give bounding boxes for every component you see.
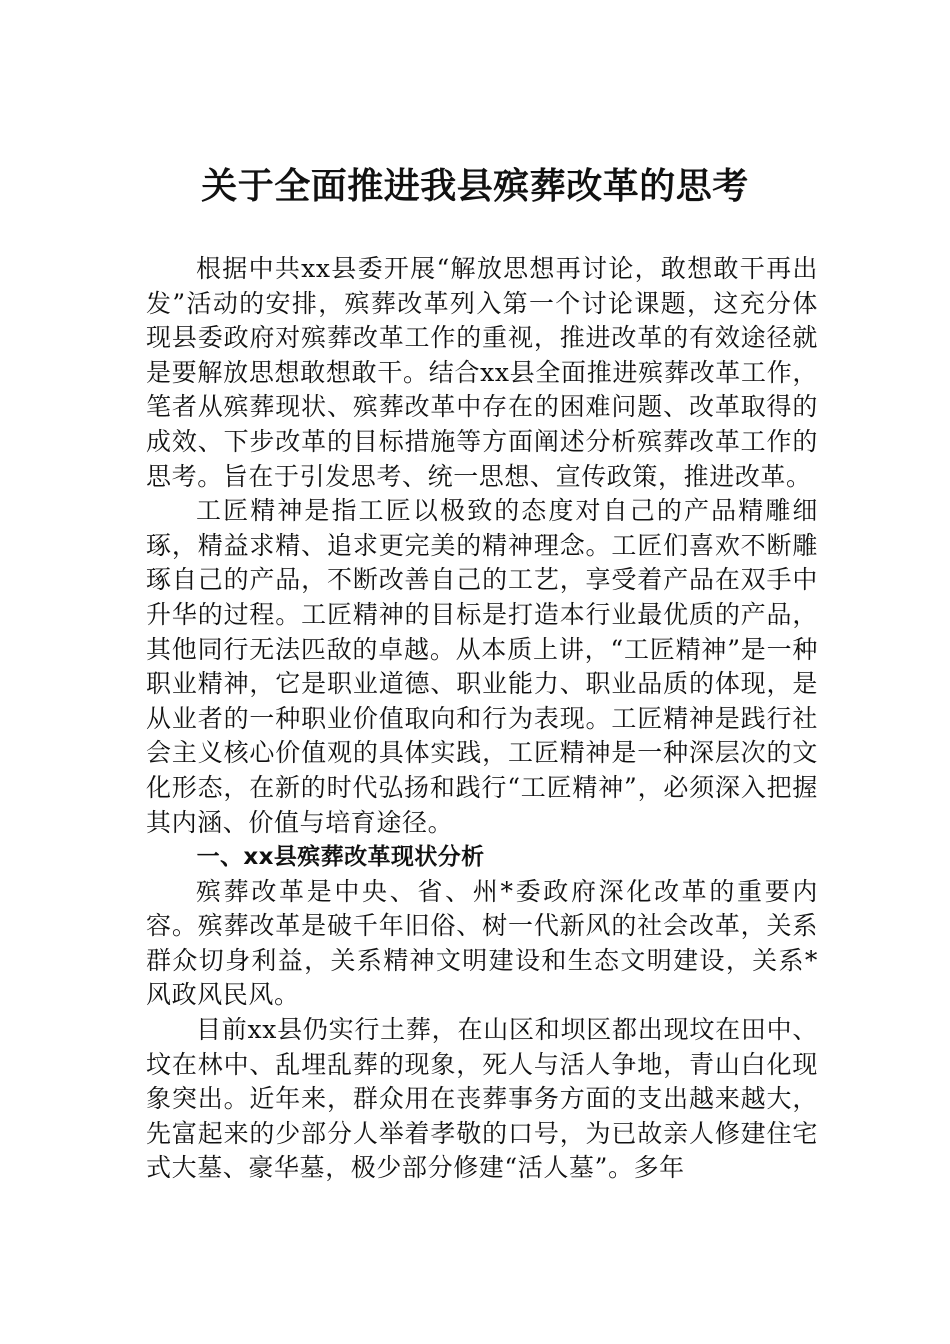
intro-paragraph: 根据中共xx县委开展“解放思想再讨论，敢想敢干再出发”活动的安排，殡葬改革列入第一个讨论课题，这充分体现县委政府对殡葬改革工作的重视，推进改革的有效途径就是要解放思想敢想敢干。结合xx县全面推进殡葬改革工作，笔者从殡葬现状、殡葬改革中存在的困难问题、改革取得的成效、下步改革的目标措施等方面阐述分析殡葬改革工作的思考。旨在于引发思考、统一思想、宣传政策，推进改革。 bbox=[146, 254, 818, 491]
document-title: 关于全面推进我县殡葬改革的思考 bbox=[201, 165, 749, 207]
section-heading: 一、xx县殡葬改革现状分析 bbox=[196, 844, 485, 871]
section-paragraph: 目前xx县仍实行土葬，在山区和坝区都出现坟在田中、坟在林中、乱埋乱葬的现象，死人与活人争地，青山白化现象突出。近年来，群众用在丧葬事务方面的支出越来越大，先富起来的少部分人举着孝敬的口号，为已故亲人修建住宅式大墓、豪华墓，极少部分修建“活人墓”。多年 bbox=[146, 1015, 818, 1183]
document-body bbox=[146, 252, 818, 1186]
section-paragraph: 殡葬改革是中央、省、州*委政府深化改革的重要内容。殡葬改革是破千年旧俗、树一代新风的社会改革，关系群众切身利益，关系精神文明建设和生态文明建设，关系*风政风民风。 bbox=[146, 876, 818, 1010]
craftsman-spirit-paragraph: 工匠精神是指工匠以极致的态度对自己的产品精雕细琢，精益求精、追求更完美的精神理念。工匠们喜欢不断雕琢自己的产品，不断改善自己的工艺，享受着产品在双手中升华的过程。工匠精神的目标是打造本行业最优质的产品，其他同行无法匹敌的卓越。从本质上讲，“工匠精神”是一种职业精神，它是职业道德、职业能力、职业品质的体现，是从业者的一种职业价值取向和行为表现。工匠精神是践行社会主义核心价值观的具体实践，工匠精神是一种深层次的文化形态，在新的时代弘扬和践行“工匠精神”，必须深入把握其内涵、价值与培育途径。 bbox=[146, 496, 818, 837]
